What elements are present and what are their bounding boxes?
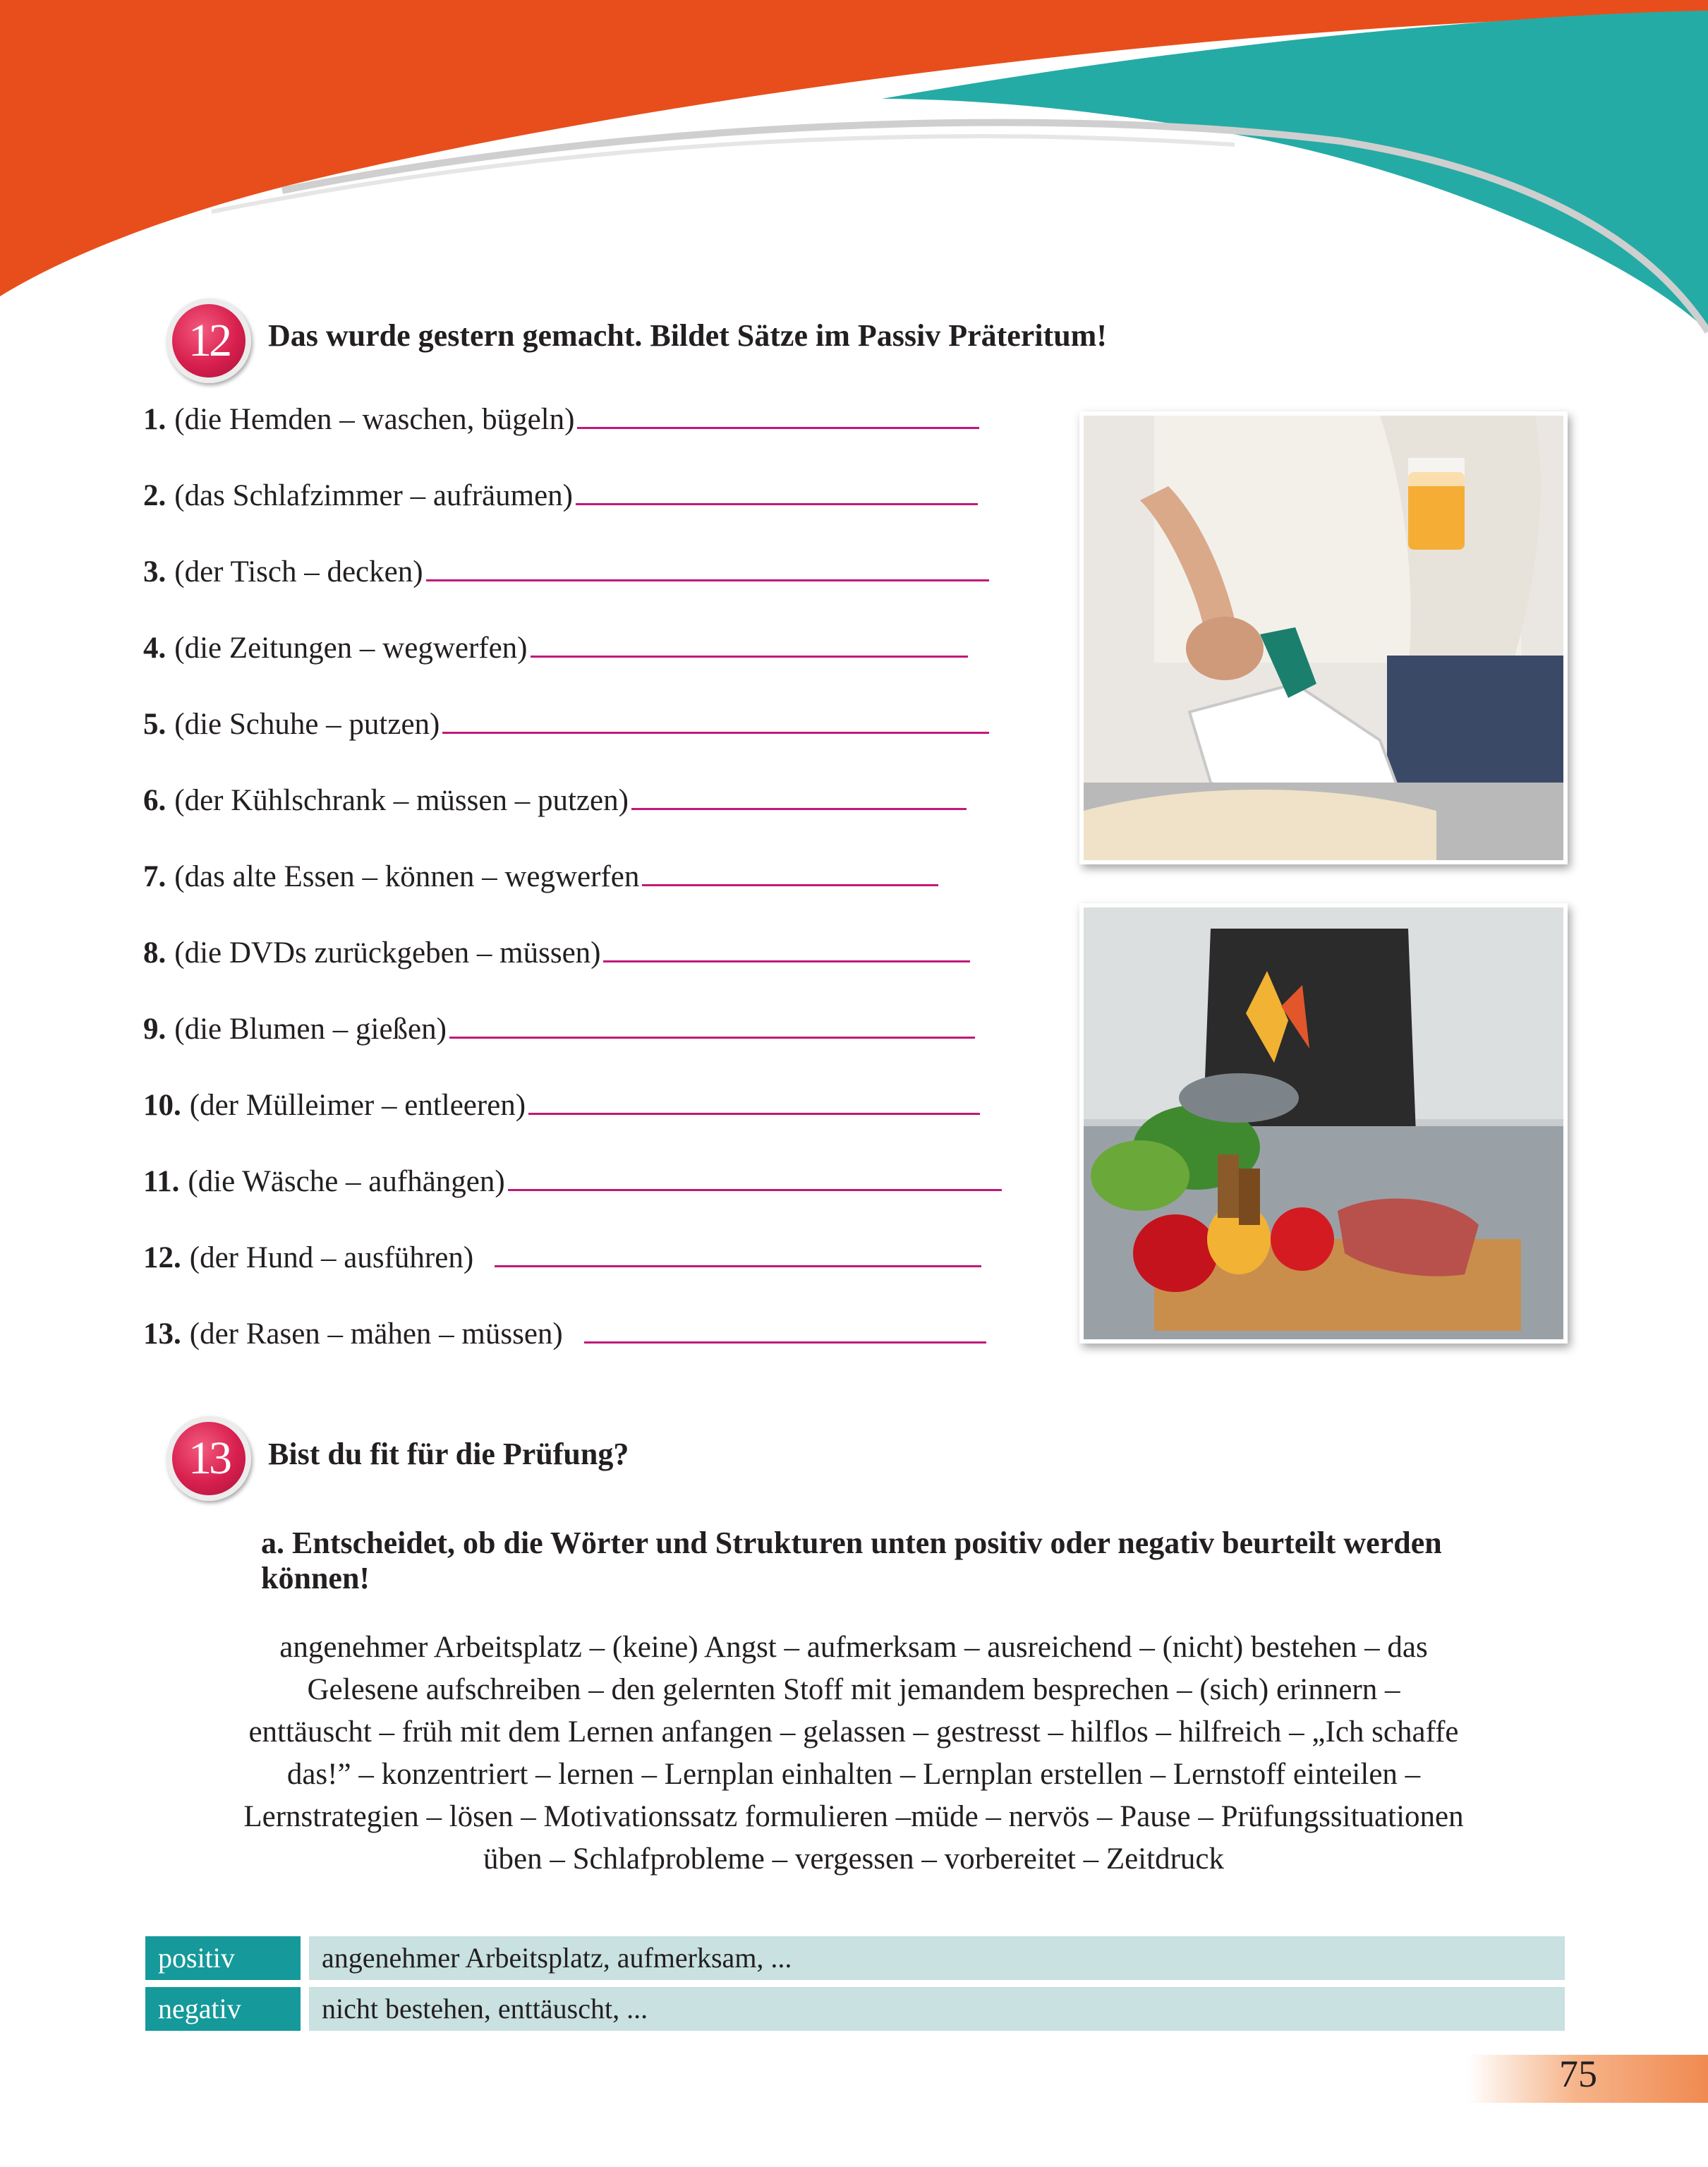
answer-line[interactable]: [508, 1188, 1002, 1191]
table-cell[interactable]: angenehmer Arbeitsplatz, aufmerksam, ...: [309, 1936, 1565, 1980]
answer-line[interactable]: [603, 960, 970, 962]
word-list: [138, 1626, 1570, 1881]
exercise-item: 6. (der Kühlschrank – müssen – putzen): [143, 783, 967, 818]
exercise-item: 5. (die Schuhe – putzen): [143, 707, 989, 742]
table-row: [145, 1936, 1565, 1980]
table-label-positiv: positiv: [145, 1936, 301, 1980]
word-list-line: üben – Schlafprobleme – vergessen – vorbereitet – Zeitdruck: [483, 1842, 1224, 1876]
answer-line[interactable]: [528, 1112, 980, 1115]
answer-line[interactable]: [495, 1264, 981, 1267]
photo-ironing: [1079, 411, 1568, 864]
word-list-line: angenehmer Arbeitsplatz – (keine) Angst – aufmerksam – ausreichend – (nicht) bestehen – das: [279, 1631, 1428, 1664]
answer-line[interactable]: [577, 426, 979, 429]
exercise-title: Bist du fit für die Prüfung?: [268, 1437, 629, 1471]
exercise-item: 9. (die Blumen – gießen): [143, 1012, 975, 1046]
exercise-item: 3. (der Tisch – decken): [143, 555, 989, 589]
task-instruction: a. Entscheidet, ob die Wörter und Strukturen unten positiv oder negativ beurteilt werden können!: [261, 1526, 1442, 1595]
answer-line[interactable]: [584, 1341, 986, 1344]
exercise-item: 11. (die Wäsche – aufhängen): [143, 1164, 1002, 1199]
answer-line[interactable]: [449, 1036, 975, 1039]
exercise-number-badge: 13: [166, 1416, 251, 1501]
answer-line[interactable]: [642, 883, 938, 886]
answer-line[interactable]: [631, 807, 967, 810]
answer-line[interactable]: [442, 731, 989, 734]
exercise-item: 2. (das Schlafzimmer – aufräumen): [143, 478, 978, 513]
word-list-line: enttäuscht – früh mit dem Lernen anfangen – gelassen – gestresst – hilflos – hilfreich – „Ich schaffe: [248, 1715, 1459, 1749]
photo-chef-cooking: [1079, 903, 1568, 1344]
exercise-item: 10. (der Mülleimer – entleeren): [143, 1088, 980, 1123]
exercise-number-badge: 12: [166, 298, 251, 383]
exercise-item: 12. (der Hund – ausführen): [143, 1241, 981, 1275]
table-cell[interactable]: nicht bestehen, enttäuscht, ...: [309, 1987, 1565, 2031]
exercise-title: Das wurde gestern gemacht. Bildet Sätze im Passiv Präteritum!: [268, 318, 1107, 353]
exercise-item: 8. (die DVDs zurückgeben – müssen): [143, 936, 970, 970]
word-list-line: Lernstrategien – lösen – Motivationssatz formulieren –müde – nervös – Pause – Prüfungssituationen: [243, 1800, 1464, 1833]
answer-line[interactable]: [426, 579, 989, 581]
exercise-item: 13. (der Rasen – mähen – müssen): [143, 1317, 986, 1351]
exercise-item: 4. (die Zeitungen – wegwerfen): [143, 631, 968, 665]
table-row: [145, 1987, 1565, 2031]
exercise-item: 1. (die Hemden – waschen, bügeln): [143, 402, 979, 437]
table-label-negativ: negativ: [145, 1987, 301, 2031]
word-list-line: das!” – konzentriert – lernen – Lernplan einhalten – Lernplan erstellen – Lernstoff einteilen –: [286, 1758, 1421, 1791]
answer-line[interactable]: [531, 655, 968, 658]
page-number: 75: [1559, 2053, 1597, 2095]
word-list-line: Gelesene aufschreiben – den gelernten Stoff mit jemandem besprechen – (sich) erinnern –: [307, 1673, 1400, 1706]
answer-line[interactable]: [576, 502, 978, 505]
header-decoration: [0, 0, 1708, 339]
exercise-item: 7. (das alte Essen – können – wegwerfen: [143, 859, 938, 894]
